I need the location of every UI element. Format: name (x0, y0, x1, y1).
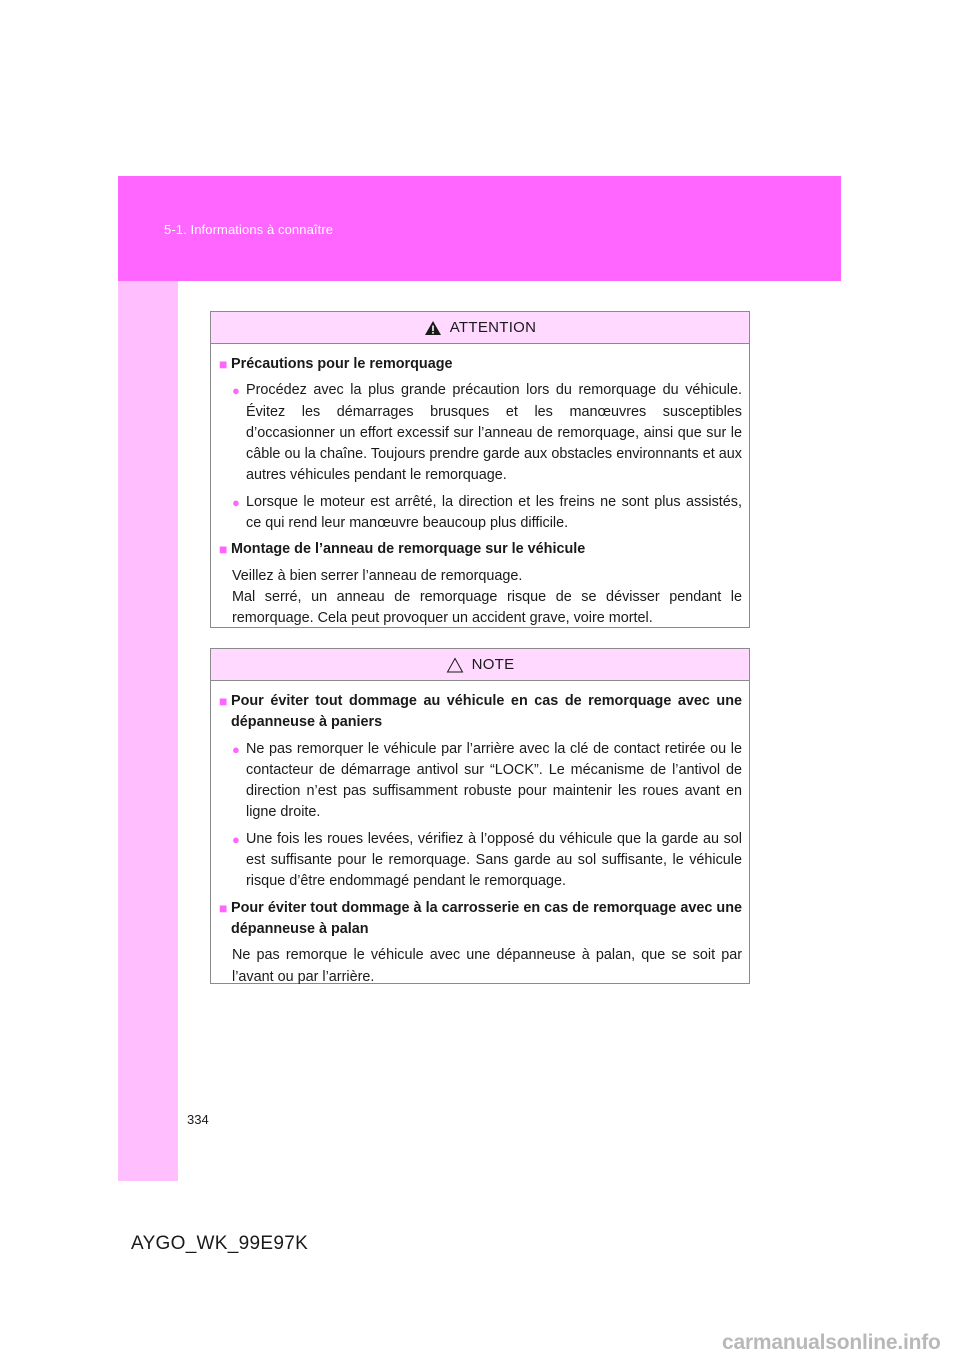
circle-bullet-icon: ● (232, 741, 240, 757)
warning-filled-icon (424, 320, 442, 336)
square-bullet-icon: ■ (219, 693, 228, 709)
paragraph: Veillez à bien serrer l’anneau de remorquage. (232, 567, 523, 584)
list-item: ● Procédez avec la plus grande précaution lors du remorquage du véhicule. Évitez les démarrages brusques et les manœuvres susceptibles d’occasionner un effort excessif sur l’anneau de remorquage, ainsi que sur le câble ou la chaîne. Toujours prendre garde aux obstacles environnants et aux autres véhicules pendant le remorquage. (219, 380, 742, 486)
document-code: AYGO_WK_99E97K (131, 1233, 309, 1254)
square-bullet-icon: ■ (219, 356, 228, 372)
paragraph: Ne pas remorque le véhicule avec une dépanneuse à palan, que se soit par l’avant ou par l’arrière. (232, 947, 742, 985)
side-tab-strip (118, 281, 178, 1181)
attention-body (211, 344, 749, 630)
square-bullet-icon: ■ (219, 541, 228, 558)
circle-bullet-icon: ● (232, 494, 240, 510)
circle-bullet-icon: ● (232, 831, 240, 847)
note-box (210, 648, 750, 984)
page-number: 334 (187, 1112, 209, 1127)
attention-box (210, 311, 750, 628)
square-bullet-icon: ■ (219, 899, 228, 916)
warning-outline-icon (446, 657, 464, 673)
circle-bullet-icon: ● (232, 383, 240, 399)
paragraph: Mal serré, un anneau de remorquage risque de se dévisser pendant le remorquage. Cela peut provoquer un accident grave, voire mortel. (232, 588, 742, 627)
attention-title: ATTENTION (449, 319, 537, 336)
note-heading-1: ■ Pour éviter tout dommage au véhicule en cas de remorquage avec une dépanneuse à paniers (219, 691, 742, 734)
attention-heading-1: ■ Précautions pour le remorquage (219, 354, 742, 375)
attention-header (211, 312, 749, 344)
note-header (211, 649, 749, 681)
list-item: ● Lorsque le moteur est arrêté, la direction et les freins ne sont plus assistés, ce qui rend leur manœuvre beaucoup plus difficile. (219, 492, 742, 535)
note-heading-2: ■ Pour éviter tout dommage à la carrosserie en cas de remorquage avec une dépanneuse à palan (219, 898, 742, 941)
watermark: carmanualsonline.info (722, 1331, 941, 1354)
section-title: 5-1. Informations à connaître (164, 222, 334, 237)
list-item: ● Ne pas remorquer le véhicule par l’arrière avec la clé de contact retirée ou le contacteur de démarrage antivol sur “LOCK”. Le mécanisme de l’antivol de direction n’est pas suffisamment robuste pour maintenir les roues avant en ligne droite. (219, 739, 742, 824)
note-title: NOTE (471, 656, 515, 673)
note-body (211, 681, 749, 988)
list-item: ● Une fois les roues levées, vérifiez à l’opposé du véhicule que la garde au sol est suffisante pour le remorquage. Sans garde au sol suffisante, le véhicule risque d’être endommagé pendant le remorquage. (219, 829, 742, 893)
attention-heading-2: ■ Montage de l’anneau de remorquage sur le véhicule (219, 539, 742, 560)
